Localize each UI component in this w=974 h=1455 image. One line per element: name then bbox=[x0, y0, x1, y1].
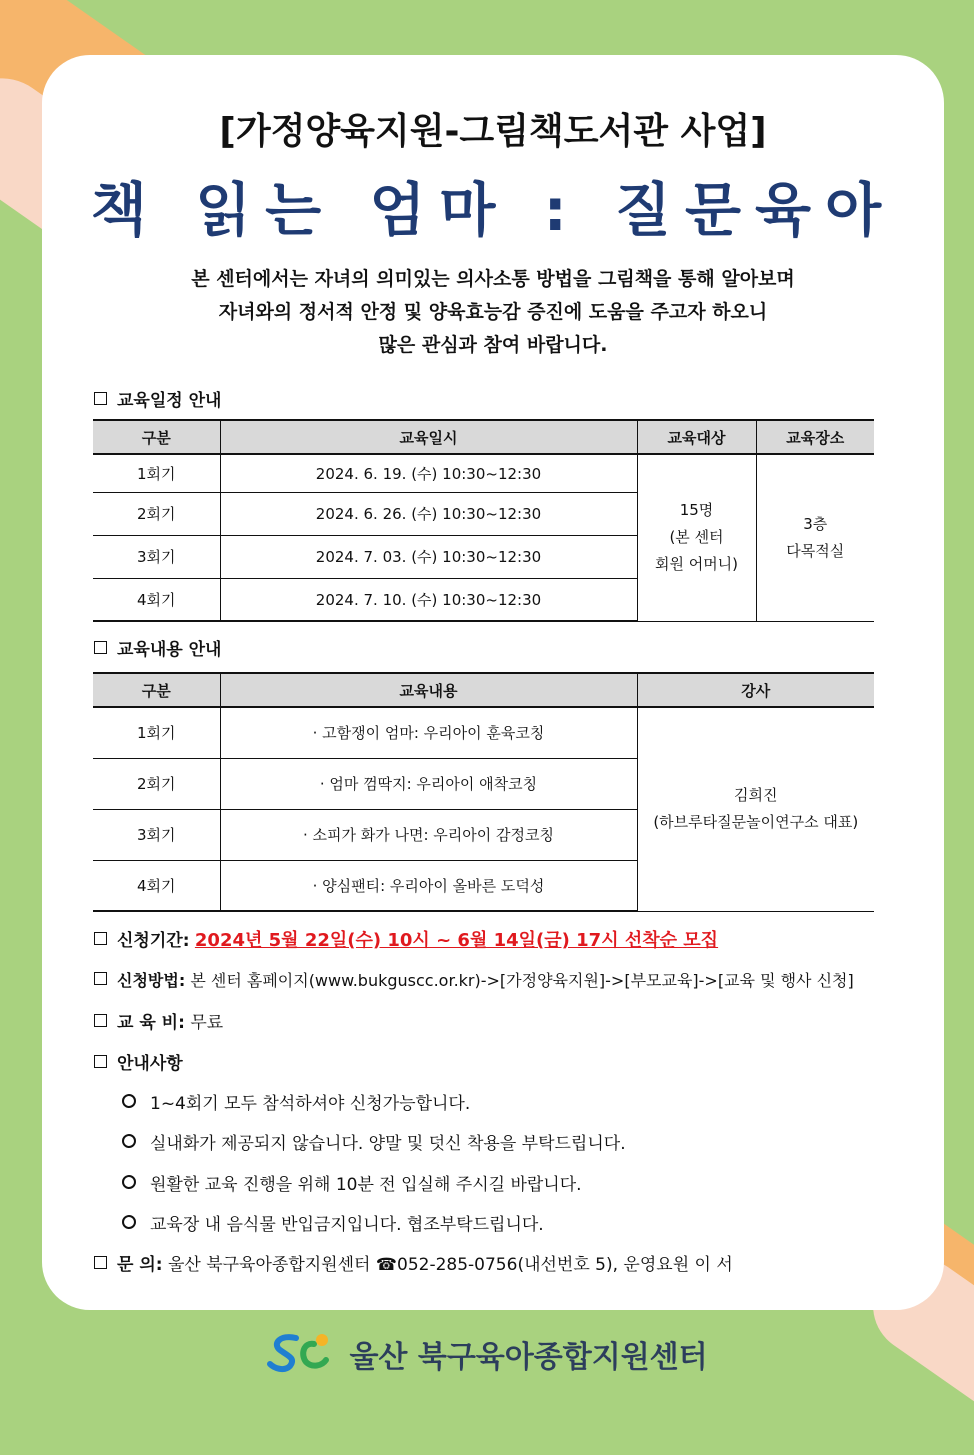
checkbox-square-icon bbox=[94, 1256, 107, 1269]
apply-period-value: 2024년 5월 22일(수) 10시 ~ 6월 14일(금) 17시 선착순 모집 bbox=[194, 930, 719, 951]
session-cell: 3회기 bbox=[93, 809, 220, 860]
apply-method: 신청방법: 본 센터 홈페이지(www.bukguscc.or.kr)->[가정양육지원]->[부모교육]->[교육 및 행사 신청] bbox=[94, 968, 854, 991]
circle-bullet-icon bbox=[122, 1175, 136, 1189]
instructor-cell: 김희진 (하브루타질문놀이연구소 대표) bbox=[637, 707, 874, 911]
column-header: 강사 bbox=[637, 673, 874, 707]
topic-cell: · 엄마 껌딱지: 우리아이 애착코칭 bbox=[220, 758, 637, 809]
datetime-cell: 2024. 6. 26. (수) 10:30~12:30 bbox=[220, 492, 637, 535]
center-logo-icon bbox=[266, 1330, 336, 1378]
footer-logo-text: 울산 북구육아종합지원센터 bbox=[349, 1340, 708, 1375]
checkbox-square-icon bbox=[94, 1055, 107, 1068]
place-cell: 3층 다목적실 bbox=[756, 454, 874, 621]
topic-cell: · 소피가 화가 나면: 우리아이 감정코칭 bbox=[220, 809, 637, 860]
session-cell: 2회기 bbox=[93, 758, 220, 809]
column-header: 교육대상 bbox=[637, 420, 756, 454]
checkbox-square-icon bbox=[94, 972, 107, 985]
datetime-cell: 2024. 6. 19. (수) 10:30~12:30 bbox=[220, 454, 637, 492]
intro-line: 자녀와의 정서적 안정 및 양육효능감 증진에 도움을 주고자 하오니 bbox=[218, 301, 768, 323]
column-header: 교육내용 bbox=[220, 673, 637, 707]
column-header: 구분 bbox=[93, 673, 220, 707]
content-heading: 교육내용 안내 bbox=[94, 635, 221, 660]
contact-value: 울산 북구육아종합지원센터 ☎052-285-0756(내선번호 5), 운영요원 이 서 bbox=[167, 1255, 733, 1275]
apply-period: 신청기간: 2024년 5월 22일(수) 10시 ~ 6월 14일(금) 17시 선착순 모집 bbox=[94, 926, 718, 952]
session-cell: 3회기 bbox=[93, 535, 220, 578]
topic-cell: · 양심팬티: 우리아이 올바른 도덕성 bbox=[220, 860, 637, 911]
notice-item: 교육장 내 음식물 반입금지입니다. 협조부탁드립니다. bbox=[122, 1210, 544, 1235]
checkbox-square-icon bbox=[94, 641, 107, 654]
session-cell: 2회기 bbox=[93, 492, 220, 535]
checkbox-square-icon bbox=[94, 932, 107, 945]
poster-subtitle: 책 읽는 엄마 : 질문육아 bbox=[90, 176, 896, 244]
schedule-heading: 교육일정 안내 bbox=[94, 386, 221, 411]
table-header-row bbox=[93, 673, 874, 707]
target-cell: 15명 (본 센터 회원 어머니) bbox=[637, 454, 756, 621]
table-header-row bbox=[93, 420, 874, 454]
circle-bullet-icon bbox=[122, 1134, 136, 1148]
datetime-cell: 2024. 7. 10. (수) 10:30~12:30 bbox=[220, 578, 637, 621]
column-header: 구분 bbox=[93, 420, 220, 454]
topic-cell: · 고함쟁이 엄마: 우리아이 훈육코칭 bbox=[220, 707, 637, 758]
intro-line: 본 센터에서는 자녀의 의미있는 의사소통 방법을 그림책을 통해 알아보며 bbox=[191, 268, 795, 290]
circle-bullet-icon bbox=[122, 1215, 136, 1229]
session-cell: 4회기 bbox=[93, 860, 220, 911]
contact: 문 의: 울산 북구육아종합지원센터 ☎052-285-0756(내선번호 5), 운영요원 이 서 bbox=[94, 1250, 733, 1275]
intro-line: 많은 관심과 참여 바랍니다. bbox=[378, 334, 608, 356]
table-row bbox=[93, 707, 874, 758]
session-cell: 1회기 bbox=[93, 707, 220, 758]
apply-method-value: 본 센터 홈페이지(www.bukguscc.or.kr)->[가정양육지원]->[부모교육]->[교육 및 행사 신청] bbox=[190, 971, 854, 990]
poster-title: [가정양육지원-그림책도서관 사업] bbox=[219, 111, 767, 152]
schedule-table bbox=[93, 419, 874, 622]
footer-logo bbox=[0, 1330, 974, 1378]
notice-heading: 안내사항 bbox=[94, 1049, 183, 1074]
table-row bbox=[93, 454, 874, 492]
intro-text bbox=[42, 263, 944, 362]
notice-item: 1~4회기 모두 참석하셔야 신청가능합니다. bbox=[122, 1089, 470, 1114]
notice-item: 실내화가 제공되지 않습니다. 양말 및 덧신 착용을 부탁드립니다. bbox=[122, 1129, 626, 1154]
fee: 교 육 비: 무료 bbox=[94, 1008, 223, 1033]
column-header: 교육장소 bbox=[756, 420, 874, 454]
content-table bbox=[93, 672, 874, 912]
datetime-cell: 2024. 7. 03. (수) 10:30~12:30 bbox=[220, 535, 637, 578]
checkbox-square-icon bbox=[94, 392, 107, 405]
session-cell: 1회기 bbox=[93, 454, 220, 492]
circle-bullet-icon bbox=[122, 1094, 136, 1108]
session-cell: 4회기 bbox=[93, 578, 220, 621]
poster-card bbox=[42, 55, 944, 1310]
checkbox-square-icon bbox=[94, 1014, 107, 1027]
notice-item: 원활한 교육 진행을 위해 10분 전 입실해 주시길 바랍니다. bbox=[122, 1170, 582, 1195]
column-header: 교육일시 bbox=[220, 420, 637, 454]
fee-value: 무료 bbox=[190, 1013, 224, 1033]
